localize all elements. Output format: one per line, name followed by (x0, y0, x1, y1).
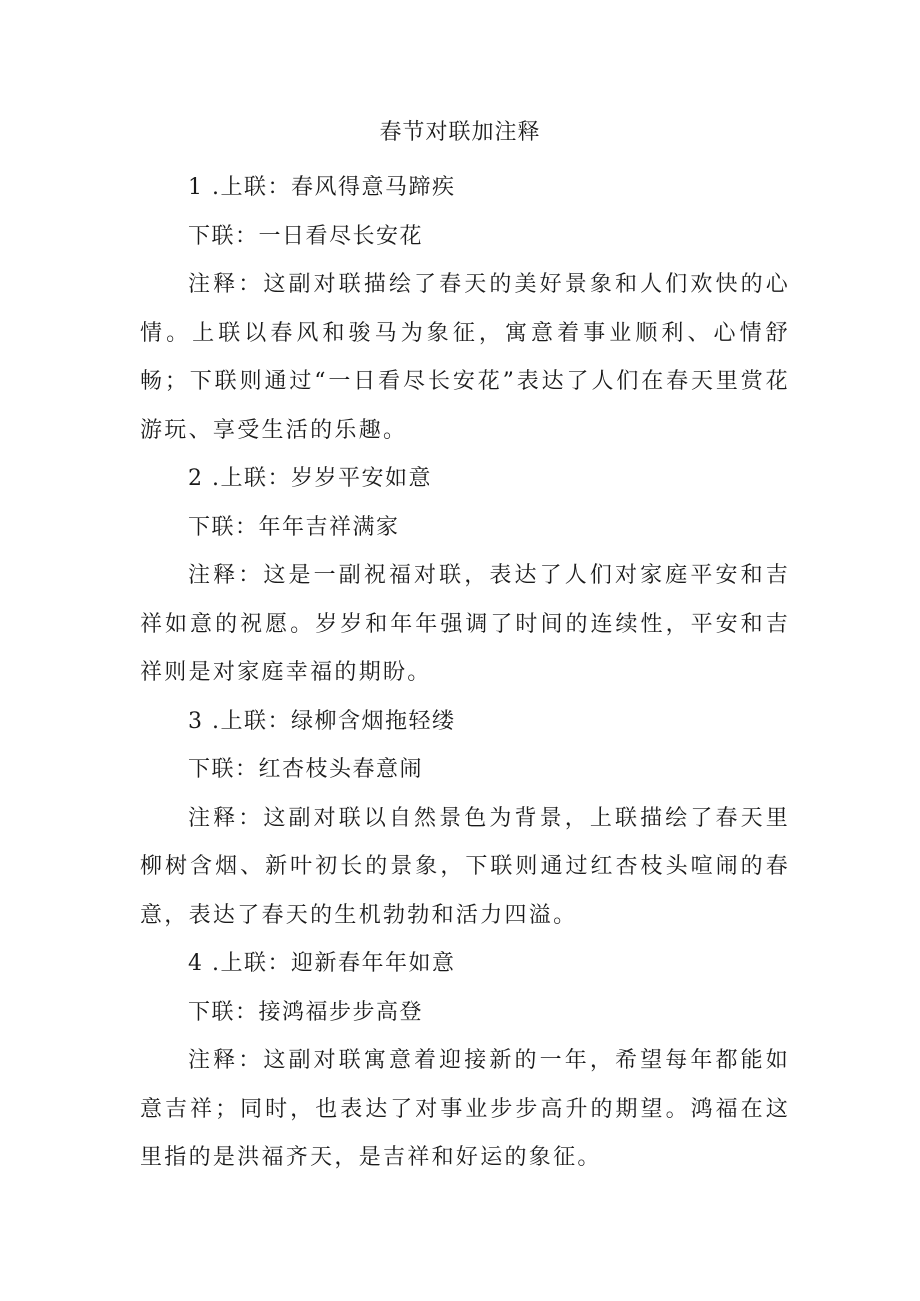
upper-couplet: 4 .上联：迎新春年年如意 (188, 951, 456, 976)
annotation-paragraph: 注释：这副对联寓意着迎接新的一年，希望每年都能如意吉祥；同时，也表达了对事业步步高升的期望。鸿福在这里指的是洪福齐天，是吉祥和好运的象征。 (140, 1048, 790, 1170)
upper-couplet: 3 .上联：绿柳含烟拖轻缕 (188, 708, 456, 734)
annotation-paragraph: 注释：这是一副祝福对联，表达了人们对家庭平安和吉祥如意的祝愿。岁岁和年年强调了时间的连续性，平安和吉祥则是对家庭幸福的期盼。 (140, 563, 790, 685)
couplet-entry-2 (140, 455, 790, 698)
lower-couplet: 下联：接鸿福步步高登 (188, 999, 424, 1025)
lower-couplet: 下联：红杏枝头春意闹 (188, 757, 424, 782)
document-body (140, 164, 790, 1183)
upper-couplet: 1 .上联：春风得意马蹄疾 (188, 175, 456, 200)
lower-couplet: 下联：年年吉祥满家 (188, 514, 400, 540)
upper-couplet: 2 .上联：岁岁平安如意 (188, 466, 432, 491)
couplet-entry-4 (140, 940, 790, 1183)
annotation-paragraph: 注释：这副对联以自然景色为背景，上联描绘了春天里柳树含烟、新叶初长的景象，下联则通过红杏枝头喧闹的春意，表达了春天的生机勃勃和活力四溢。 (140, 805, 790, 928)
couplet-entry-1 (140, 164, 790, 455)
couplet-entry-3 (140, 698, 790, 941)
document-title: 春节对联加注释 (379, 120, 541, 145)
lower-couplet: 下联：一日看尽长安花 (188, 223, 424, 249)
annotation-paragraph: 注释：这副对联描绘了春天的美好景象和人们欢快的心情。上联以春风和骏马为象征，寓意着事业顺利、心情舒畅；下联则通过“一日看尽长安花”表达了人们在春天里赏花游玩、享受生活的乐趣。 (140, 272, 790, 443)
